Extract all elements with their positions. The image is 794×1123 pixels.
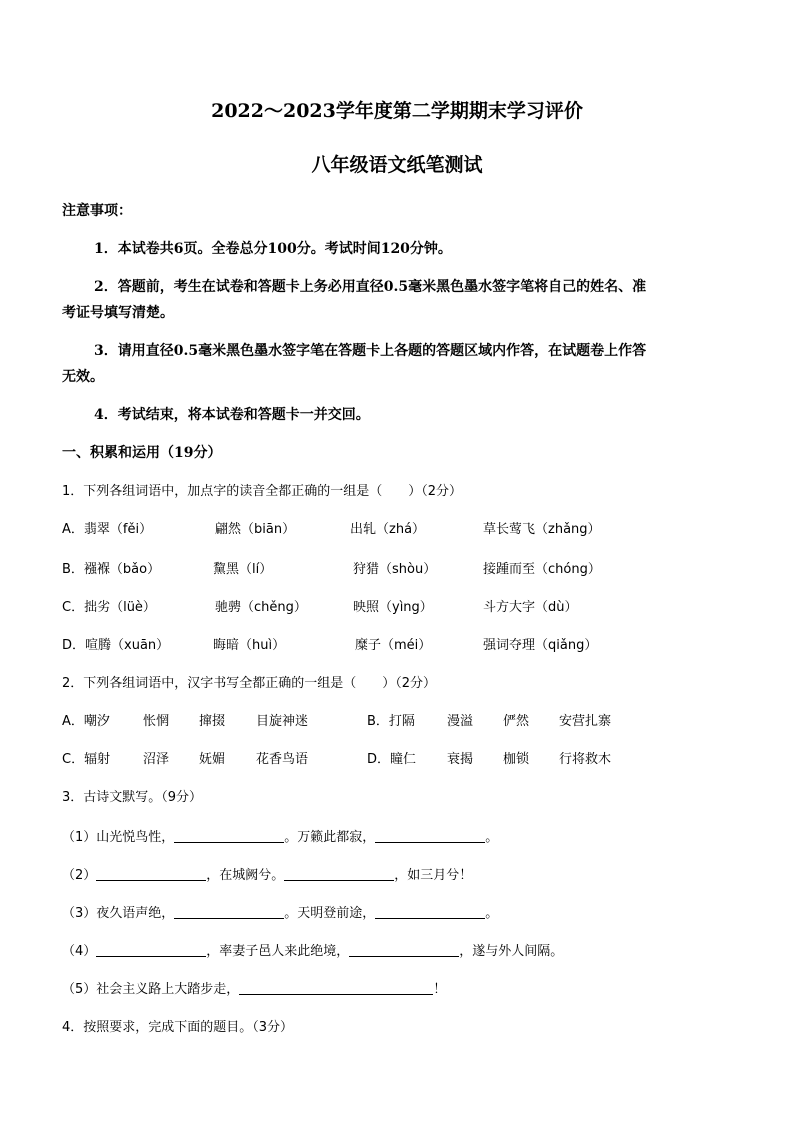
option-word: 妩媚 xyxy=(199,752,226,767)
line-text: （5）社会主义路上大踏步走， xyxy=(62,982,240,997)
option-word: 斗方大字（dù） xyxy=(483,600,578,615)
option-word: 糜子（méi） xyxy=(355,638,432,653)
option-word: 衰揭 xyxy=(447,752,474,767)
option-word: 强词夺理（qiǎng） xyxy=(483,638,598,653)
option-word: B．打隔 xyxy=(367,714,415,729)
answer-blank[interactable] xyxy=(174,829,284,843)
option-word: 行将救木 xyxy=(559,752,612,767)
option-word: 草长莺飞（zhǎng） xyxy=(483,522,601,537)
line-text: ，率妻子邑人来此绝境， xyxy=(206,944,350,959)
question-3-line-5 xyxy=(62,978,446,997)
option-word: 漫溢 xyxy=(447,714,474,729)
option-word: 狩猎（shòu） xyxy=(353,562,437,577)
option-word: 怅惘 xyxy=(143,714,170,729)
question-1-option-a xyxy=(0,518,794,538)
question-4-stem: 4．按照要求，完成下面的题目。（3分） xyxy=(62,1020,294,1035)
question-3-line-4 xyxy=(62,940,563,959)
notes-item-3-line-2: 无效。 xyxy=(62,369,104,385)
answer-blank[interactable] xyxy=(349,943,459,957)
option-word: 翩然（biān） xyxy=(215,522,296,537)
option-word: 安营扎寨 xyxy=(559,714,612,729)
option-word: 花香鸟语 xyxy=(256,752,309,767)
answer-blank[interactable] xyxy=(174,905,284,919)
line-text: 。万籁此都寂， xyxy=(284,830,376,845)
line-text: （4） xyxy=(62,944,97,959)
notes-item-2-line-1: 2．答题前，考生在试卷和答题卡上务必用直径0.5毫米黑色墨水签字笔将自己的姓名、准 xyxy=(94,279,647,295)
exam-title: 2022～2023学年度第二学期期末学习评价 xyxy=(211,100,583,122)
line-text: 。天明登前途， xyxy=(284,906,376,921)
question-3-line-2 xyxy=(62,864,472,883)
line-text: （2） xyxy=(62,868,97,883)
option-word: 接踵而至（chóng） xyxy=(483,562,601,577)
notes-item-4: 4．考试结束，将本试卷和答题卡一并交回。 xyxy=(94,407,370,423)
option-word: A．翡翠（fěi） xyxy=(62,522,153,537)
answer-blank[interactable] xyxy=(96,867,206,881)
notes-item-3-line-1: 3．请用直径0.5毫米黑色墨水签字笔在答题卡上各题的答题区域内作答，在试题卷上作答 xyxy=(94,343,647,359)
notes-item-1: 1．本试卷共6页。全卷总分100分。考试时间120分钟。 xyxy=(94,241,452,257)
line-text: （3）夜久语声绝， xyxy=(62,906,175,921)
option-word: A．嘲汐 xyxy=(62,714,110,729)
option-word: 映照（yìng） xyxy=(353,600,433,615)
question-3-stem: 3．古诗文默写。（9分） xyxy=(62,790,203,805)
line-text: 。 xyxy=(485,830,499,845)
answer-blank[interactable] xyxy=(239,981,433,995)
line-text: ，遂与外人间隔。 xyxy=(459,944,564,959)
question-1-option-c xyxy=(0,596,794,616)
question-3-line-1 xyxy=(62,826,498,845)
option-word: 驰骋（chěng） xyxy=(215,600,307,615)
option-word: 撺掇 xyxy=(199,714,226,729)
question-1-option-b xyxy=(0,558,794,578)
option-word: 晦暗（huì） xyxy=(213,638,286,653)
line-text: （1）山光悦鸟性， xyxy=(62,830,175,845)
option-word: 沼泽 xyxy=(143,752,170,767)
option-word: 俨然 xyxy=(503,714,530,729)
answer-blank[interactable] xyxy=(284,867,394,881)
question-1-option-d xyxy=(0,634,794,654)
option-word: C．拙劣（lüè） xyxy=(62,600,156,615)
question-1-stem: 1．下列各组词语中，加点字的读音全都正确的一组是（ ）（2分） xyxy=(62,484,463,499)
option-word: 枷锁 xyxy=(503,752,530,767)
option-word: 出轧（zhá） xyxy=(350,522,426,537)
line-text: ！ xyxy=(433,982,447,997)
question-2-options-cd xyxy=(0,748,794,768)
answer-blank[interactable] xyxy=(96,943,206,957)
question-2-stem: 2．下列各组词语中，汉字书写全都正确的一组是（ ）（2分） xyxy=(62,676,437,691)
section-heading: 一、积累和运用（19分） xyxy=(62,445,222,461)
question-3-line-3 xyxy=(62,902,498,921)
option-word: C．辐射 xyxy=(62,752,111,767)
answer-blank[interactable] xyxy=(375,905,485,919)
option-word: D．瞳仁 xyxy=(367,752,417,767)
option-word: 目旋神迷 xyxy=(256,714,309,729)
notes-heading: 注意事项： xyxy=(62,203,132,219)
option-word: B．襁褓（bǎo） xyxy=(62,562,161,577)
line-text: ，在城阙兮。 xyxy=(206,868,285,883)
notes-item-2-line-2: 考证号填写清楚。 xyxy=(62,305,174,321)
line-text: ，如三月兮！ xyxy=(394,868,473,883)
line-text: 。 xyxy=(485,906,499,921)
exam-subtitle: 八年级语文纸笔测试 xyxy=(311,154,483,176)
question-2-options-ab xyxy=(0,710,794,730)
answer-blank[interactable] xyxy=(375,829,485,843)
option-word: D．喧腾（xuān） xyxy=(62,638,170,653)
option-word: 黧黑（lí） xyxy=(213,562,273,577)
